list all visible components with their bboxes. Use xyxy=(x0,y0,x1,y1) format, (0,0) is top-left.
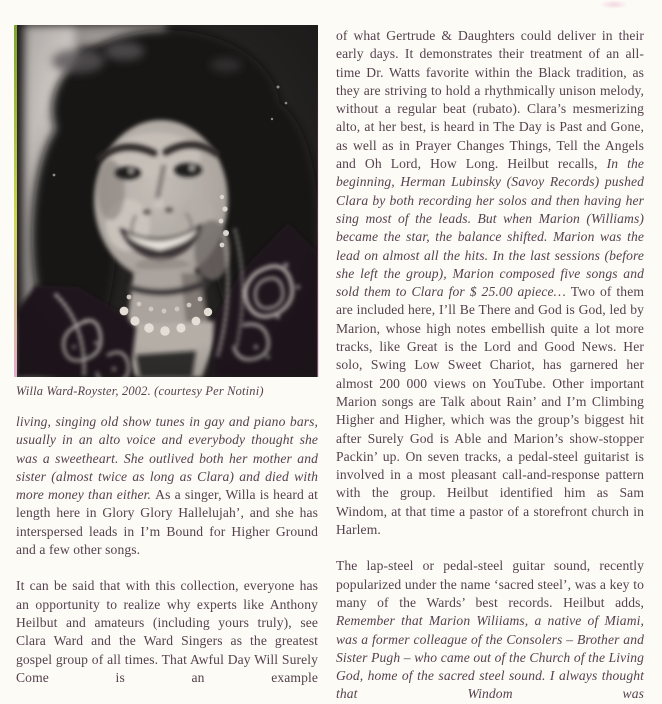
photo-caption: Willa Ward-Royster, 2002. (courtesy Per Notini) xyxy=(16,384,264,398)
right-paragraph-2 xyxy=(336,557,644,703)
portrait-photo xyxy=(16,25,318,377)
right-column xyxy=(336,25,645,702)
text-run: The lap-steel or pedal-steel guitar sound, recently popularized under the name ‘sacred steel’, was a key to many of the Wards’ best records. Heilbut adds, xyxy=(336,558,644,610)
portrait-photo-frame xyxy=(16,25,318,377)
scan-edge-pink xyxy=(317,31,319,377)
text-run: Remember that Marion Wiliiams, a native of Miami, was a former colleague of the Consolers – Brother and Sister Pugh – who came out of the Church of the Living God, home of the sacred steel sound. I always thought that Windom was xyxy=(336,613,644,702)
left-paragraph-1 xyxy=(16,413,318,559)
text-run: of what Gertrude & Daughters could deliver in their early days. It demonstrates their treatment of an all-time Dr. Watts favorite within the Black tradition, as they are striving to hold a rhythmically unison melody, without a regular beat (rubato). Clara’s mesmerizing alto, at her best, is heard in The Day is Past and Gone, as well as in Prayer Changes Things, Tell the Angels and Oh Lord, How Long. Heilbut recalls, xyxy=(336,28,644,172)
scan-smudge xyxy=(600,0,628,9)
text-run: In the beginning, Herman Lubinsky (Savoy Records) pushed Clara by both recording her solos and then having her sing most of the leads. But when Marion (Williams) became the star, the balance shifted. Marion was the lead on almost all the hits. In the last sessions (before she left the group), Marion composed five songs and sold them to Clara for $ 25.00 apiece… xyxy=(336,156,644,300)
text-run: Two of them are included here, I’ll Be There and God is God, led by Marion, whose high notes embellish quite a lot more tracks, like Great is the Lord and Good News. Her solo, Swing Low Sweet Chariot, has garnered her almost 200 000 views on YouTube. Other important Marion songs are Talk about Rain’ and I’m Climbing Higher and Higher, which was the group’s biggest hit after Surely God is Able and Marion’s show-stopper Packin’ up. On seven tracks, a pedal-steel guitarist is involved in a most pleasant call-and-response pattern with the group. Heilbut identified him as Sam Windom, at that time a pastor of a storefront church in Harlem. xyxy=(336,284,645,538)
text-run: As a singer, Willa is heard at length here in Glory Glory Hallelujah’, and she has interspersed leads in I’m Bound for Higher Ground and a few other songs. xyxy=(16,487,318,558)
left-paragraph-2 xyxy=(16,577,318,687)
text-run: It can be said that with this collection, everyone has an opportunity to realize why experts like Anthony Heilbut and amateurs (including yours truly), see Clara Ward and the Ward Singers as the greatest gospel group of all times. That Awful Day Will Surely Come is an example xyxy=(16,578,318,685)
text-run: living, singing old show tunes in gay and piano bars, usually in an alto voice and everybody thought she was a sweetheart. She outlived both her mother and sister (almost twice as long as Clara) and died with more money than either. xyxy=(16,414,318,503)
scan-edge-green xyxy=(14,25,17,377)
photo-figure xyxy=(16,25,318,399)
right-paragraph-1 xyxy=(336,27,644,539)
left-column xyxy=(16,25,318,685)
scan-tint xyxy=(16,25,318,377)
